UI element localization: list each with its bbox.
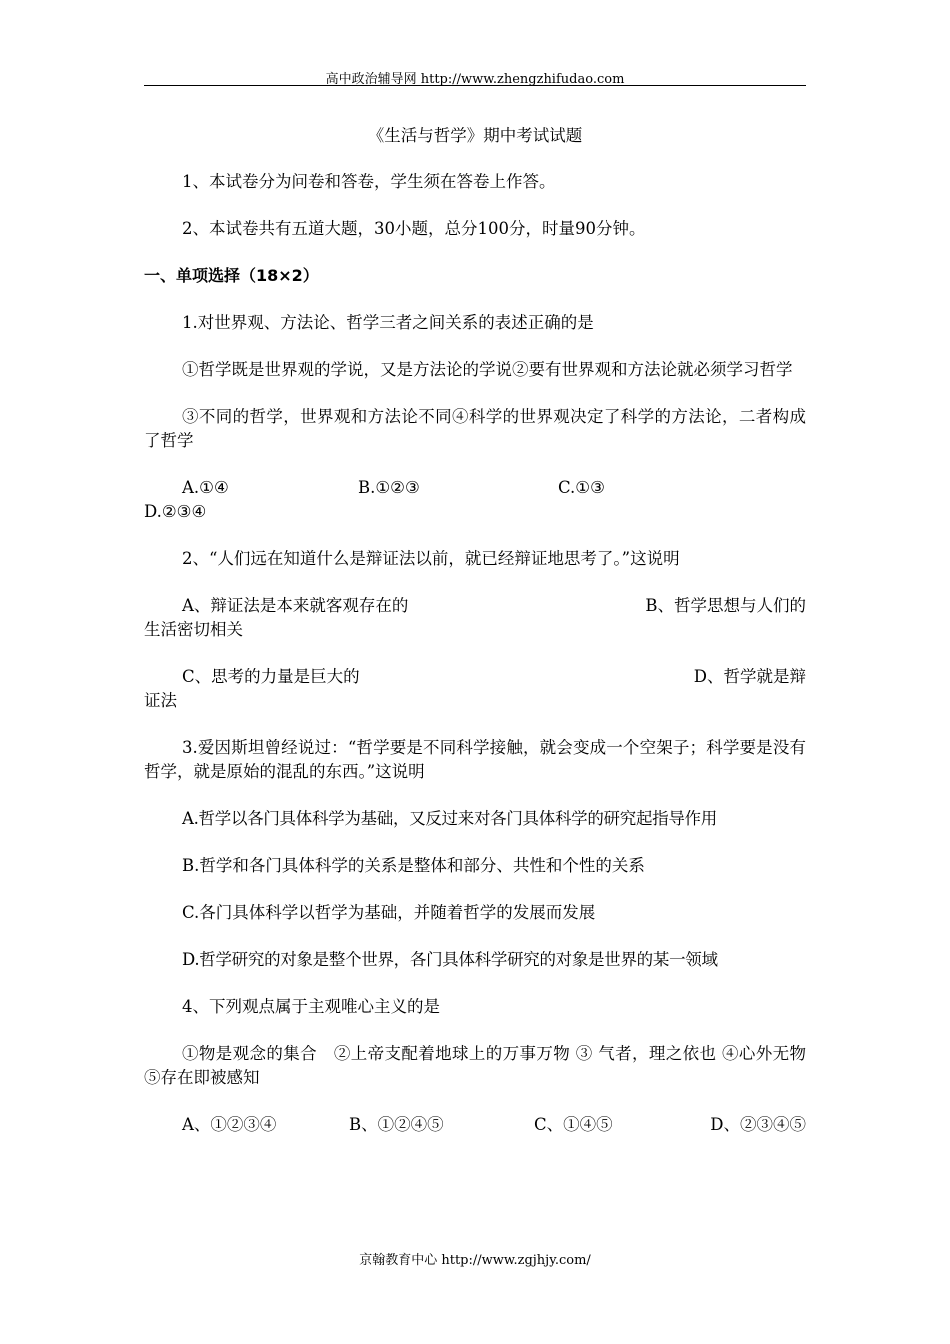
q1-options (144, 476, 806, 524)
q4-stem: 4、下列观点属于主观唯心主义的是 (182, 997, 440, 1016)
q4-option-d: D、②③④⑤ (710, 1115, 806, 1134)
header-divider (144, 85, 806, 86)
note-1: 1、本试卷分为问卷和答卷，学生须在答卷上作答。 (182, 172, 556, 191)
page-title: 《生活与哲学》期中考试试题 (367, 126, 583, 145)
q1-option-d: D.②③④ (144, 502, 207, 521)
q1-option-a: A.①④ (182, 478, 229, 497)
q2-option-d: D、哲学就是辩 (693, 667, 806, 686)
q2-option-b-cont: 生活密切相关 (144, 620, 243, 639)
q4-items: ①物是观念的集合 ②上帝支配着地球上的万事万物 ③ 气者，理之依也 ④心外无物 ⑤存在即被感知 (144, 1044, 806, 1087)
q1-option-b: B.①②③ (358, 478, 420, 497)
q4-option-c: C、①④⑤ (534, 1115, 613, 1134)
page-header: 高中政治辅导网 http://www.zhengzhifudao.com (325, 72, 625, 87)
q3-option-b: B.哲学和各门具体科学的关系是整体和部分、共性和个性的关系 (182, 856, 645, 875)
q2-option-a: A、辩证法是本来就客观存在的 (182, 596, 409, 615)
q2-option-c: C、思考的力量是巨大的 (182, 667, 360, 686)
page-footer: 京翰教育中心 http://www.zgjhjy.com/ (359, 1253, 591, 1268)
q3-option-c: C.各门具体科学以哲学为基础，并随着哲学的发展而发展 (182, 903, 596, 922)
q1-stem: 1.对世界观、方法论、哲学三者之间关系的表述正确的是 (182, 313, 594, 332)
section-heading: 一、单项选择（18×2） (144, 266, 319, 285)
q4-options (144, 1113, 806, 1137)
q3-stem: 3.爱因斯坦曾经说过：“哲学要是不同科学接触，就会变成一个空架子；科学要是没有哲学，就是原始的混乱的东西。”这说明 (144, 738, 806, 781)
q2-stem: 2、“人们远在知道什么是辩证法以前，就已经辩证地思考了。”这说明 (182, 549, 680, 568)
q1-option-c: C.①③ (558, 478, 605, 497)
q2-options-cd (144, 665, 806, 713)
q1-statement-2: ③不同的哲学，世界观和方法论不同④科学的世界观决定了科学的方法论，二者构成了哲学 (144, 407, 806, 450)
note-2: 2、本试卷共有五道大题，30小题，总分100分，时量90分钟。 (182, 219, 646, 238)
q2-option-d-cont: 证法 (144, 691, 177, 710)
q4-option-b: B、①②④⑤ (349, 1115, 444, 1134)
q3-option-d: D.哲学研究的对象是整个世界，各门具体科学研究的对象是世界的某一领域 (182, 950, 718, 969)
document-body (144, 124, 806, 1160)
q4-option-a: A、①②③④ (182, 1115, 277, 1134)
q1-statement-1: ①哲学既是世界观的学说，又是方法论的学说②要有世界观和方法论就必须学习哲学 (182, 360, 793, 379)
q3-option-a: A.哲学以各门具体科学为基础，又反过来对各门具体科学的研究起指导作用 (182, 809, 717, 828)
q2-option-b: B、哲学思想与人们的 (645, 596, 806, 615)
q2-options-ab (144, 594, 806, 642)
